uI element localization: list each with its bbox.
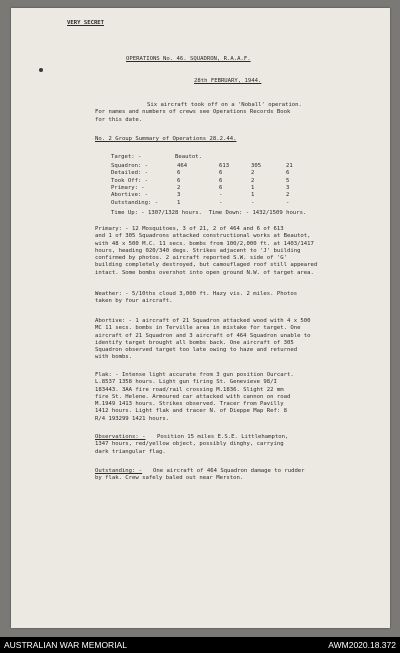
intro-paragraph: Six aircraft took off on a 'Noball' operation. For names and numbers of crews see Operations Records Book for this date. — [95, 102, 302, 123]
document-title: OPERATIONS No. 46. SQUADRON, R.A.A.F. — [126, 56, 251, 62]
summary-cell: 6 — [177, 177, 181, 184]
summary-cell: 6 — [219, 170, 223, 177]
summary-cell: 305 — [251, 163, 262, 169]
summary-cell: 6 — [286, 170, 290, 177]
weather-paragraph: Weather: - 5/10ths cloud 3,000 ft. Hazy vis. 2 miles. Photos taken by four aircraft. — [95, 291, 298, 305]
classification-label: VERY SECRET — [67, 20, 105, 26]
summary-cell: 6 — [219, 177, 223, 184]
abortive-paragraph: Abortive: - 1 aircraft of 21 Squadron attacked wood with 4 x 500 MC 11 secs. bombs in Terville area in mistake for target. One aircraft of 21 Squadron and 3 aircraft of 464 Squadron unable to identify target brought all bombs back. One aircraft of 305 Squadron observed target too late owing to haze and returned with bombs. — [95, 318, 311, 361]
summary-time-line: Time Up: - 1307/1328 hours. Time Down: - 1432/1509 hours. — [111, 210, 307, 216]
summary-cell: 1 — [177, 199, 181, 206]
summary-cell: 464 — [177, 163, 188, 169]
summary-row-label: Detailed: - — [111, 170, 149, 177]
summary-cell: 21 — [286, 163, 293, 169]
summary-row-label: Outstanding: - — [111, 199, 159, 206]
observations-heading: Observations: - — [95, 434, 146, 440]
document-page — [11, 8, 390, 628]
summary-cell: 2 — [286, 192, 290, 199]
summary-heading: No. 2 Group Summary of Operations 28.2.44. — [95, 136, 237, 142]
summary-cell: 613 — [219, 163, 230, 169]
primary-paragraph: Primary: - 12 Mosquitoes, 3 of 21, 2 of 464 and 6 of 613 and 1 of 305 Squadrons attacked constructional works at Beautot, with 48 x 500 M.C. 11 secs. bombs from 100/2,000 ft. at 1403/1417 hours, heading 020/340 degs. Strikes adjacent to 'J' building confirmed by photos. 2 aircraft reported S.W. side of 'G' building completely destroyed, but camouflaged roof still appeared intact. Some bombs overshot into open ground N.W. of target area. — [95, 226, 318, 276]
observations-text: Position 15 miles E.S.E. Littlehampton, 1347 hours, red/yellow object, possibly dinghy, carrying dark triangular flag. — [95, 434, 289, 455]
footer-accession-number: AWM2020.18.372 — [328, 640, 396, 650]
summary-cell: 3 — [286, 184, 290, 191]
summary-cell: 2 — [251, 170, 255, 177]
summary-cell: - — [219, 199, 223, 206]
summary-cell: 1 — [251, 192, 255, 199]
summary-cell: 3 — [177, 192, 181, 199]
summary-cell: - — [251, 199, 255, 206]
summary-target-label: Target: - — [111, 154, 142, 160]
summary-cell: 6 — [219, 184, 223, 191]
summary-row-label: Squadron: - — [111, 163, 149, 169]
summary-cell: 5 — [286, 177, 290, 184]
summary-cell: 2 — [251, 177, 255, 184]
punch-hole — [39, 68, 43, 72]
summary-cell: 2 — [177, 184, 181, 191]
summary-cell: 1 — [251, 184, 255, 191]
outstanding-heading: Outstanding: - — [95, 468, 143, 474]
summary-cell: 6 — [177, 170, 181, 177]
summary-target-value: Beautot. — [175, 154, 202, 160]
summary-row-label: Abortive: - — [111, 192, 149, 199]
summary-cell: - — [219, 192, 223, 199]
document-date: 28th FEBRUARY, 1944. — [194, 78, 262, 84]
summary-cell: - — [286, 199, 290, 206]
outstanding-text: One aircraft of 464 Squadron damage to rudder by flak. Crew safely baled out near Merston. — [95, 468, 305, 482]
summary-row-label: Primary: - — [111, 184, 145, 191]
footer-institution: AUSTRALIAN WAR MEMORIAL — [4, 640, 127, 650]
flak-paragraph: Flak: - Intense light accurate from 3 gun position Ourcart. L.8537 1358 hours. Light gun firing St. Genevieve 98/I 183443. 3AA fire road/rail crossing M.1836. Slight 22 mm fire St. Helene. Armoured car attacked with cannon on road M.1949 1413 hours. Strikes observed. Tracer from Pavilly 1412 hours. Light flak and tracer N. of Dieppe Map Ref: 8 R/4 193299 1421 hours. — [95, 372, 294, 422]
footer-bar — [0, 637, 400, 653]
summary-row-label: Took Off: - — [111, 177, 149, 184]
